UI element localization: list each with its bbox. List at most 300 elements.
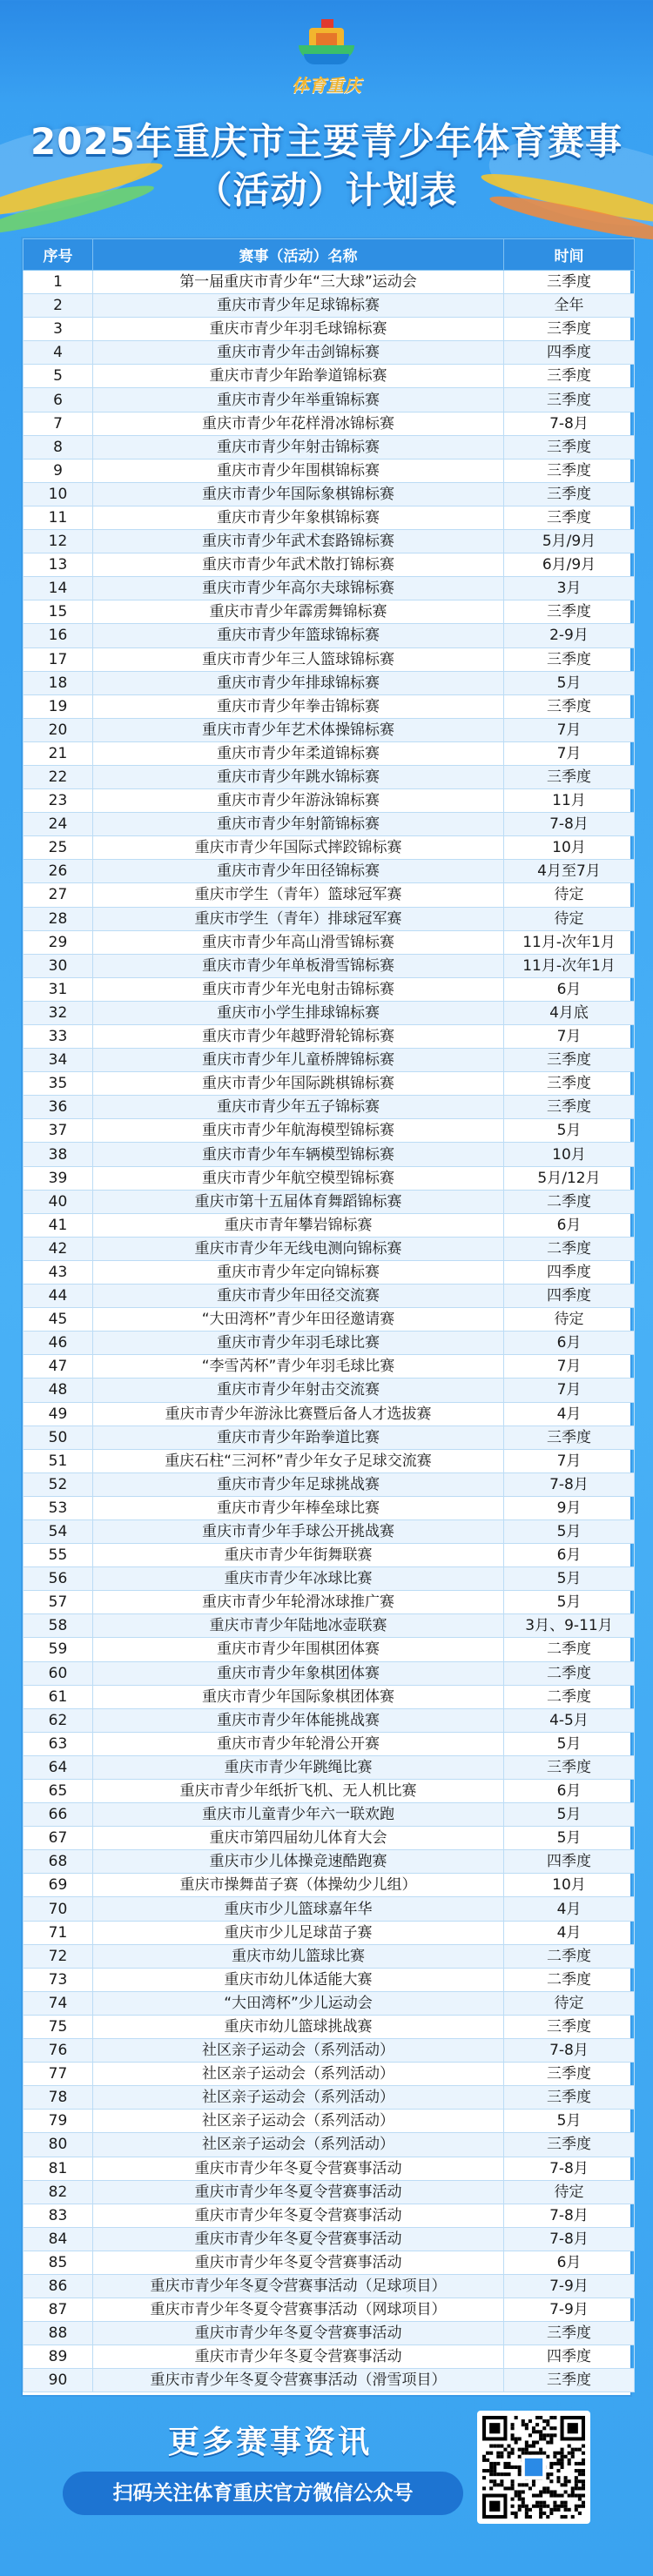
row-time: 4月至7月 [504,860,635,883]
row-index: 10 [24,482,93,506]
row-time: 5月 [504,1567,635,1591]
logo-text: 体育重庆 [292,75,361,96]
row-time: 三季度 [504,2369,635,2392]
table-row [24,671,635,694]
row-time: 7-8月 [504,2039,635,2063]
row-event-name: 重庆市青少年武术套路锦标赛 [93,530,504,553]
row-index: 28 [24,907,93,930]
row-index: 38 [24,1143,93,1166]
table-row [24,435,635,459]
table-row [24,1803,635,1827]
table-row [24,1685,635,1708]
table-row [24,954,635,977]
row-index: 89 [24,2345,93,2369]
row-time: 10月 [504,1874,635,1897]
row-time: 11月-次年1月 [504,954,635,977]
table-row [24,459,635,482]
table-row [24,718,635,741]
row-time: 二季度 [504,1190,635,1213]
table-row [24,1827,635,1850]
row-time: 三季度 [504,388,635,412]
row-time: 2-9月 [504,624,635,647]
row-event-name: 重庆市青年攀岩锦标赛 [93,1213,504,1237]
table-row [24,1166,635,1190]
row-index: 9 [24,459,93,482]
row-event-name: 重庆市少儿足球苗子赛 [93,1921,504,1944]
row-index: 23 [24,789,93,813]
row-event-name: 重庆市青少年冬夏令营赛事活动 [93,2322,504,2345]
row-event-name: 重庆市青少年围棋团体赛 [93,1638,504,1661]
row-event-name: “大田湾杯”少儿运动会 [93,1991,504,2015]
table-row [24,2251,635,2274]
row-time: 10月 [504,1143,635,1166]
row-event-name: 重庆市青少年游泳比赛暨后备人才选拔赛 [93,1402,504,1426]
row-time: 二季度 [504,1237,635,1260]
table-row [24,1449,635,1472]
row-index: 64 [24,1755,93,1779]
row-event-name: 社区亲子运动会（系列活动） [93,2063,504,2086]
row-time: 3月、9-11月 [504,1614,635,1638]
table-row [24,1049,635,1072]
table-row [24,1402,635,1426]
qr-code-icon [482,2416,585,2519]
row-time: 三季度 [504,482,635,506]
row-event-name: 重庆市青少年拳击锦标赛 [93,694,504,718]
row-index: 1 [24,271,93,294]
table-row [24,1285,635,1308]
table-row [24,294,635,318]
row-time: 三季度 [504,1426,635,1449]
row-time: 四季度 [504,1850,635,1874]
table-row [24,1732,635,1755]
table-row [24,1708,635,1732]
row-time: 3月 [504,577,635,600]
row-time: 四季度 [504,341,635,365]
row-index: 30 [24,954,93,977]
row-index: 90 [24,2369,93,2392]
row-index: 70 [24,1897,93,1921]
row-index: 48 [24,1379,93,1402]
row-time: 全年 [504,294,635,318]
row-index: 36 [24,1096,93,1119]
table-row [24,624,635,647]
table-row [24,1968,635,1991]
row-index: 49 [24,1402,93,1426]
row-event-name: 重庆市少儿篮球嘉年华 [93,1897,504,1921]
row-time: 待定 [504,883,635,907]
row-index: 41 [24,1213,93,1237]
table-row [24,694,635,718]
row-index: 44 [24,1285,93,1308]
row-time: 三季度 [504,765,635,788]
table-row [24,1472,635,1496]
row-event-name: 重庆市青少年轮滑公开赛 [93,1732,504,1755]
row-index: 24 [24,813,93,836]
row-time: 三季度 [504,694,635,718]
row-time: 5月/9月 [504,530,635,553]
row-index: 88 [24,2322,93,2345]
row-time: 7-8月 [504,813,635,836]
row-time: 三季度 [504,2322,635,2345]
row-event-name: 重庆市青少年篮球锦标赛 [93,624,504,647]
row-time: 三季度 [504,435,635,459]
row-index: 71 [24,1921,93,1944]
row-index: 16 [24,624,93,647]
logo [283,19,370,106]
row-event-name: 重庆市操舞苗子赛（体操幼少儿组） [93,1874,504,1897]
row-time: 7月 [504,1449,635,1472]
table-row [24,907,635,930]
row-event-name: 重庆市青少年棒垒球比赛 [93,1496,504,1519]
row-event-name: 社区亲子运动会（系列活动） [93,2039,504,2063]
row-index: 12 [24,530,93,553]
row-time: 二季度 [504,1968,635,1991]
row-time: 待定 [504,1308,635,1332]
row-time: 四季度 [504,1260,635,1284]
row-time: 二季度 [504,1661,635,1685]
row-time: 7月 [504,741,635,765]
row-event-name: 重庆市青少年游泳锦标赛 [93,789,504,813]
row-index: 86 [24,2274,93,2298]
table-row [24,1260,635,1284]
table-row [24,1143,635,1166]
header-time: 时间 [504,239,635,271]
row-index: 27 [24,883,93,907]
row-index: 83 [24,2204,93,2227]
row-event-name: 重庆市少儿体操竞速酷跑赛 [93,1850,504,1874]
table-row [24,530,635,553]
row-index: 46 [24,1332,93,1355]
row-time: 待定 [504,2180,635,2204]
row-index: 25 [24,836,93,860]
table-row [24,2110,635,2133]
row-index: 40 [24,1190,93,1213]
row-index: 37 [24,1119,93,1143]
row-time: 三季度 [504,647,635,671]
row-index: 82 [24,2180,93,2204]
row-event-name: 社区亲子运动会（系列活动） [93,2133,504,2157]
row-event-name: 重庆市小学生排球锦标赛 [93,1001,504,1024]
row-index: 76 [24,2039,93,2063]
row-event-name: 社区亲子运动会（系列活动） [93,2086,504,2110]
row-index: 42 [24,1237,93,1260]
row-event-name: 重庆市幼儿篮球比赛 [93,1944,504,1968]
row-event-name: 重庆市青少年单板滑雪锦标赛 [93,954,504,977]
row-time: 4月 [504,1402,635,1426]
table-row [24,1001,635,1024]
table-row [24,741,635,765]
table-row [24,1519,635,1543]
table-row [24,1426,635,1449]
row-time: 三季度 [504,1096,635,1119]
table-row [24,1096,635,1119]
row-time: 6月 [504,977,635,1001]
table-row [24,1755,635,1779]
row-event-name: 重庆市青少年象棋团体赛 [93,1661,504,1685]
row-time: 二季度 [504,1638,635,1661]
table-row [24,1544,635,1567]
table-row [24,1072,635,1096]
table-row [24,365,635,388]
row-index: 26 [24,860,93,883]
row-event-name: 重庆市青少年武术散打锦标赛 [93,553,504,577]
row-event-name: 重庆市青少年冬夏令营赛事活动（足球项目） [93,2274,504,2298]
row-index: 11 [24,506,93,529]
row-event-name: 重庆市青少年儿童桥牌锦标赛 [93,1049,504,1072]
row-index: 13 [24,553,93,577]
row-time: 5月 [504,1827,635,1850]
row-event-name: 重庆市青少年无线电测向锦标赛 [93,1237,504,1260]
row-index: 7 [24,412,93,435]
table-row [24,1496,635,1519]
row-index: 55 [24,1544,93,1567]
row-time: 10月 [504,836,635,860]
row-event-name: 重庆市青少年高山滑雪锦标赛 [93,930,504,954]
row-index: 19 [24,694,93,718]
table-row [24,2204,635,2227]
row-time: 7-8月 [504,2204,635,2227]
table-row [24,836,635,860]
row-event-name: 重庆市青少年车辆模型锦标赛 [93,1143,504,1166]
row-event-name: 重庆市青少年冬夏令营赛事活动（网球项目） [93,2298,504,2322]
row-index: 29 [24,930,93,954]
row-event-name: 重庆市青少年羽毛球比赛 [93,1332,504,1355]
table-header-row [24,239,635,271]
table-row [24,482,635,506]
row-event-name: 重庆市学生（青年）排球冠军赛 [93,907,504,930]
table-row [24,1638,635,1661]
row-event-name: 重庆石柱“三河杯”青少年女子足球交流赛 [93,1449,504,1472]
table-row [24,1921,635,1944]
row-time: 4月 [504,1897,635,1921]
row-time: 11月 [504,789,635,813]
row-time: 四季度 [504,1285,635,1308]
row-time: 11月-次年1月 [504,930,635,954]
row-event-name: 重庆市学生（青年）篮球冠军赛 [93,883,504,907]
row-time: 9月 [504,1496,635,1519]
row-event-name: 重庆市青少年举重锦标赛 [93,388,504,412]
row-event-name: 重庆市青少年田径交流赛 [93,1285,504,1308]
row-event-name: 重庆市青少年光电射击锦标赛 [93,977,504,1001]
row-index: 77 [24,2063,93,2086]
row-time: 三季度 [504,1755,635,1779]
row-index: 67 [24,1827,93,1850]
table-row [24,2298,635,2322]
row-event-name: 第一届重庆市青少年“三大球”运动会 [93,271,504,294]
row-time: 5月 [504,1591,635,1614]
row-event-name: 重庆市青少年国际式摔跤锦标赛 [93,836,504,860]
table-row [24,1614,635,1638]
row-time: 四季度 [504,2345,635,2369]
row-time: 7-9月 [504,2274,635,2298]
table-row [24,1213,635,1237]
row-index: 33 [24,1025,93,1049]
table-row [24,813,635,836]
row-index: 79 [24,2110,93,2133]
row-index: 20 [24,718,93,741]
row-index: 32 [24,1001,93,1024]
row-time: 5月 [504,2110,635,2133]
row-event-name: 重庆市青少年围棋锦标赛 [93,459,504,482]
table-row [24,2227,635,2251]
row-time: 4月底 [504,1001,635,1024]
table-row [24,647,635,671]
row-index: 87 [24,2298,93,2322]
row-index: 5 [24,365,93,388]
row-event-name: 重庆市青少年射击交流赛 [93,1379,504,1402]
row-index: 34 [24,1049,93,1072]
table-row [24,977,635,1001]
row-event-name: 重庆市青少年冬夏令营赛事活动 [93,2251,504,2274]
row-event-name: 重庆市幼儿体适能大赛 [93,1968,504,1991]
row-time: 三季度 [504,459,635,482]
row-time: 5月 [504,671,635,694]
table-row [24,577,635,600]
row-event-name: 重庆市青少年定向锦标赛 [93,1260,504,1284]
row-index: 21 [24,741,93,765]
table-row [24,2133,635,2157]
table-row [24,600,635,624]
row-time: 6月 [504,1544,635,1567]
row-event-name: 重庆市青少年航空模型锦标赛 [93,1166,504,1190]
row-time: 二季度 [504,1944,635,1968]
row-event-name: 重庆市青少年花样滑冰锦标赛 [93,412,504,435]
row-index: 69 [24,1874,93,1897]
table-row [24,318,635,341]
row-time: 6月 [504,2251,635,2274]
row-time: 4-5月 [504,1708,635,1732]
table-row [24,1874,635,1897]
row-event-name: 重庆市青少年霹雳舞锦标赛 [93,600,504,624]
header-event-name: 赛事（活动）名称 [93,239,504,271]
row-index: 6 [24,388,93,412]
row-index: 68 [24,1850,93,1874]
row-event-name: 重庆市青少年国际跳棋锦标赛 [93,1072,504,1096]
row-index: 63 [24,1732,93,1755]
table-row [24,2157,635,2180]
row-index: 22 [24,765,93,788]
row-time: 5月 [504,1803,635,1827]
footer-subtitle: 扫码关注体育重庆官方微信公众号 [63,2472,463,2515]
table-row [24,1025,635,1049]
row-event-name: 重庆市第四届幼儿体育大会 [93,1827,504,1850]
table-row [24,860,635,883]
row-index: 72 [24,1944,93,1968]
qr-code[interactable] [477,2411,590,2524]
row-event-name: 重庆市幼儿篮球挑战赛 [93,2015,504,2038]
row-event-name: 重庆市青少年跳水锦标赛 [93,765,504,788]
row-time: 三季度 [504,1072,635,1096]
row-index: 81 [24,2157,93,2180]
row-event-name: 重庆市青少年纸折飞机、无人机比赛 [93,1780,504,1803]
row-time: 5月 [504,1732,635,1755]
table-row [24,1355,635,1379]
table-row [24,1897,635,1921]
row-index: 54 [24,1519,93,1543]
row-index: 65 [24,1780,93,1803]
row-time: 7-8月 [504,2227,635,2251]
row-event-name: 重庆市青少年排球锦标赛 [93,671,504,694]
table-row [24,1850,635,1874]
row-event-name: 重庆市青少年足球挑战赛 [93,1472,504,1496]
table-row [24,506,635,529]
row-event-name: 重庆市青少年跆拳道锦标赛 [93,365,504,388]
table-row [24,1780,635,1803]
table-row [24,789,635,813]
row-time: 三季度 [504,600,635,624]
row-time: 三季度 [504,2133,635,2157]
row-time: 三季度 [504,1049,635,1072]
table-row [24,2086,635,2110]
table-row [24,2015,635,2038]
row-index: 52 [24,1472,93,1496]
row-index: 73 [24,1968,93,1991]
row-index: 56 [24,1567,93,1591]
table-body [24,271,635,2392]
row-time: 三季度 [504,2015,635,2038]
row-event-name: 重庆市青少年国际象棋团体赛 [93,1685,504,1708]
table-row [24,765,635,788]
row-event-name: 社区亲子运动会（系列活动） [93,2110,504,2133]
table-row [24,930,635,954]
row-event-name: 重庆市青少年击剑锦标赛 [93,341,504,365]
row-event-name: 重庆市青少年冰球比赛 [93,1567,504,1591]
row-event-name: 重庆市青少年跳绳比赛 [93,1755,504,1779]
row-event-name: 重庆市青少年冬夏令营赛事活动 [93,2180,504,2204]
table-row [24,2274,635,2298]
row-index: 61 [24,1685,93,1708]
row-index: 74 [24,1991,93,2015]
row-event-name: 重庆市青少年艺术体操锦标赛 [93,718,504,741]
row-index: 50 [24,1426,93,1449]
row-event-name: 重庆市青少年越野滑轮锦标赛 [93,1025,504,1049]
row-time: 三季度 [504,318,635,341]
row-time: 三季度 [504,2063,635,2086]
row-event-name: 重庆市青少年冬夏令营赛事活动 [93,2204,504,2227]
row-time: 7-9月 [504,2298,635,2322]
table-row [24,2039,635,2063]
row-index: 75 [24,2015,93,2038]
row-time: 三季度 [504,506,635,529]
table-row [24,341,635,365]
page-title-line1: 2025年重庆市主要青少年体育赛事 [30,120,623,163]
schedule-table-panel [21,237,632,2397]
row-index: 3 [24,318,93,341]
row-time: 三季度 [504,271,635,294]
row-event-name: 重庆市青少年足球锦标赛 [93,294,504,318]
row-index: 53 [24,1496,93,1519]
row-time: 6月 [504,1780,635,1803]
row-event-name: 重庆市青少年五子锦标赛 [93,1096,504,1119]
table-row [24,1119,635,1143]
row-time: 待定 [504,907,635,930]
row-index: 66 [24,1803,93,1827]
row-index: 80 [24,2133,93,2157]
row-event-name: 重庆市青少年田径锦标赛 [93,860,504,883]
row-event-name: 重庆市儿童青少年六一联欢跑 [93,1803,504,1827]
row-event-name: 重庆市青少年高尔夫球锦标赛 [93,577,504,600]
table-row [24,1237,635,1260]
row-event-name: 重庆市青少年羽毛球锦标赛 [93,318,504,341]
table-row [24,1567,635,1591]
row-time: 6月 [504,1213,635,1237]
row-index: 18 [24,671,93,694]
row-time: 5月 [504,1119,635,1143]
row-index: 45 [24,1308,93,1332]
tiyu-chongqing-logo-icon [299,19,354,68]
table-row [24,1661,635,1685]
table-row [24,2369,635,2392]
